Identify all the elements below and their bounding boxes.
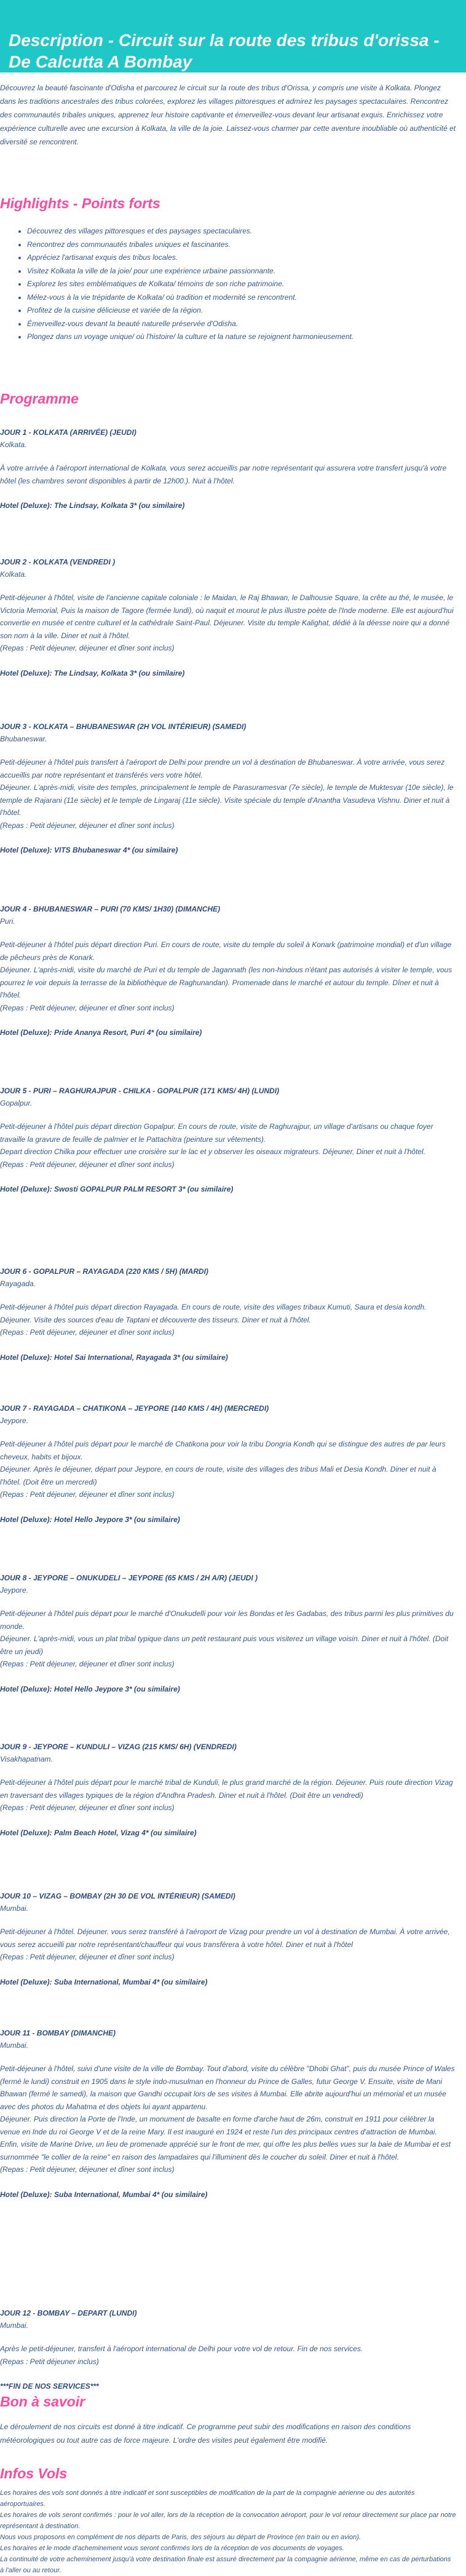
page-title: Description - Circuit sur la route des tribus d'orissa - De Calcutta A Bombay [9,31,440,71]
day-hotel: Hotel (Deluxe): Hotel Hello Jeypore 3* (ou similaire) [0,1684,180,1693]
day-title: JOUR 7 - RAYAGADA – CHATIKONA – JEYPORE (140 KMS / 4H) (MERCREDI) [0,1404,269,1413]
day-title: JOUR 4 - BHUBANESWAR – PURI (70 KMS/ 1H30) (DIMANCHE) [0,905,221,913]
programme-heading: Programme [0,391,79,407]
day-6 [0,1265,456,1364]
day-hotel: Hotel (Deluxe): Palm Beach Hotel, Vizag 4* (ou similaire) [0,1828,197,1837]
day-11 [0,2027,456,2201]
day-hotel: Hotel (Deluxe): VITS Bhubaneswar 4* (ou similaire) [0,846,178,854]
day-hotel: Hotel (Deluxe): The Lindsay, Kolkata 3* (ou similaire) [0,668,185,677]
day-hotel: Hotel (Deluxe): Swosti GOPALPUR PALM RESORT 3* (ou similaire) [0,1185,234,1193]
highlight-item: • Émerveillez-vous devant la beauté naturelle préservée d'Odisha. [27,318,451,331]
day-12 [0,2307,456,2393]
day-hotel: Hotel (Deluxe): The Lindsay, Kolkata 3* (ou similaire) [0,501,185,510]
day-city: Visakhapatnam. [0,1755,53,1763]
day-title: JOUR 6 - GOPALPUR – RAYAGADA (220 KMS / 5H) (MARDI) [0,1267,208,1276]
infos-vols-text: Les horaires des vols sont donnés à titre indicatif et sont susceptibles de modification de la part de la compagnie aérienne ou des autorités aéroportuaires. Les horaires de vols seront confirmés : pour le vol aller, lors de la réception de la convocation aéroport, pour le vol retour directement sur place par notre représentant à destination. Nous vous proposons en complément de nos départs de Paris, des séjours au départ de Province (en train ou en avion). Les horaires et le mode d'acheminement vous seront confirmés lors de la réception de vos documents de voyages. La continuité de votre acheminement jusqu'à votre destination finale est assuré directement par la compagnie aérienne, même en cas de perturbations à l'aller ou au retour. [0,2489,456,2574]
infos-vols-heading: Infos Vols [0,2465,68,2481]
day-title: JOUR 2 - KOLKATA (VENDREDI ) [0,558,116,566]
day-7 [0,1402,456,1526]
highlight-item: • Appréciez l'artisanat exquis des tribus locales. [27,251,451,265]
bon-a-savoir-heading: Bon à savoir [0,2394,85,2410]
highlight-item: • Plongez dans un voyage unique/ où l'histoire/ la culture et la nature se rejoignent harmonieusement. [27,330,451,344]
day-city: Mumbai. [0,2041,29,2050]
day-2 [0,556,456,679]
day-description: Petit-déjeuner à l'hôtel. Déjeuner. vous serez transféré à l'aéroport de Vizag pour prendre un vol à destination de Mumbai. À votre arrivée, vous serez accueilli par notre représentant/chauffeur qui vous transférera à votre hôtel. Diner et nuit à l'hôtel (Repas : Petit déjeuner, déjeuner et dîner sont inclus) [0,1927,450,1961]
intro-paragraph: Découvrez la beauté fascinante d'Odisha et parcourez le circuit sur la route des tribus d'Orissa, y compris une visite à Kolkata. Plongez dans les traditions ancestrales des tribus colorées, explorez les villages pittoresques et admirez les paysages spectaculaires. Rencontrez des communautés tribales uniques, apprenez leur histoire captivante et émerveillez-vous devant leur artisanat exquis. Enrichissez votre expérience culturelle avec une excursion à Kolkata, la ville de la joie. Laissez-vous charmer par cette aventure inoubliable où authenticité et diversité se rencontrent. [0,84,456,146]
highlights-list [27,225,451,344]
day-title: JOUR 8 - JEYPORE – ONUKUDELI – JEYPORE (65 KMS / 2H A/R) (JEUDI ) [0,1574,258,1582]
day-city: Rayagada. [0,1279,36,1288]
day-city: Mumbai. [0,2321,29,2330]
day-4 [0,903,456,1039]
day-5 [0,1085,456,1195]
day-hotel: Hotel (Deluxe): Hotel Hello Jeypore 3* (ou similaire) [0,1515,180,1524]
day-hotel: Hotel (Deluxe): Pride Ananya Resort, Puri 4* (ou similaire) [0,1028,202,1037]
day-city: Jeypore. [0,1416,29,1425]
day-3 [0,720,456,856]
day-city: Gopalpur. [0,1099,33,1107]
day-title: JOUR 11 - BOMBAY (DIMANCHE) [0,2029,116,2037]
highlights-heading: Highlights - Points forts [0,195,160,211]
day-description: Après le petit-déjeuner, transfert à l'aéroport international de Delhi pour votre vol de retour. Fin de nos services. (Repas : Petit déjeuner inclus) [0,2344,363,2366]
day-description: Petit-déjeuner à l'hôtel puis départ pour le marché tribal de Kunduli, le plus grand marché de la région. Déjeuner. Puis route direction Vizag en traversant des villages typiques de la région d'Andhra Pradesh. Diner et nuit à l'hôtel. (Doit être un vendredi) (Repas : Petit déjeuner, déjeuner et dîner sont inclus) [0,1778,453,1812]
day-title: JOUR 12 - BOMBAY – DEPART (LUNDI) [0,2309,137,2317]
day-hotel: Hotel (Deluxe): Suba International, Mumbai 4* (ou similaire) [0,1977,208,1986]
highlight-item: • Découvrez des villages pittoresques et des paysages spectaculaires. [27,225,451,238]
title-banner [0,0,466,72]
day-title: JOUR 10 – VIZAG – BOMBAY (2H 30 DE VOL INTÉRIEUR) (SAMEDI) [0,1892,235,1900]
day-city: Bhubaneswar. [0,735,47,743]
day-hotel: Hotel (Deluxe): Hotel Sai International, Rayagada 3* (ou similaire) [0,1352,228,1362]
bon-a-savoir-text: Le déroulement de nos circuits est donné à titre indicatif. Ce programme peut subir des modifications en raison des conditions météorologiques ou tout autre cas de force majeure. L'ordre des visites peut également être modifié. [0,2422,411,2445]
day-description: Petit-déjeuner à l'hôtel puis départ pour le marché d'Onukudelli pour voir les Bondas et les Gadabas, des tribus parmi les plus primitives du monde. Déjeuner. L'après-midi, vous un plat tribal typique dans un petit restaurant puis vous visiterez un village voisin. Diner et nuit à l'hôtel. (Doit être un jeudi) (Repas : Petit déjeuner, déjeuner et dîner sont inclus) [0,1609,454,1668]
highlight-item: • Profitez de la cuisine délicieuse et variée de la région. [27,304,451,318]
highlight-item: • Explorez les sites emblématiques de Kolkata/ témoins de son riche patrimoine. [27,278,451,291]
day-description: À votre arrivée à l'aéroport international de Kolkata, vous serez accueillis par notre représentant qui assurera votre transfert jusqu'à votre hôtel (les chambres seront disponibles à partir de 12h00.). Nuit à l'hôtel. [0,464,447,485]
day-city: Jeypore. [0,1586,29,1594]
day-9 [0,1741,456,1839]
day-title: JOUR 3 - KOLKATA – BHUBANESWAR (2H VOL INTÉRIEUR) (SAMEDI) [0,722,247,731]
day-8 [0,1572,456,1695]
day-1 [0,426,456,512]
day-title: JOUR 5 - PURI – RAGHURAJPUR - CHILKA - GOPALPUR (171 KMS/ 4H) (LUNDI) [0,1087,280,1095]
day-city: Mumbai. [0,1904,29,1913]
day-10 [0,1890,456,1988]
day-city: Puri. [0,917,15,926]
day-title: JOUR 9 - JEYPORE – KUNDULI – VIZAG (215 KMS/ 6H) (VENDREDI) [0,1743,237,1751]
day-description: Petit-déjeuner à l'hôtel, suivi d'une visite de la ville de Bombay. Tout d'abord, visite du célèbre "Dhobi Ghat", puis du musée Prince of Wales (fermé le lundi) construit en 1905 dans le style indo-musulman en l'honneur du Prince de Galles, futur George V. Ensuite, visite de Mani Bhawan (fermé le samedi), la maison que Gandhi occupait lors de ses visites à Mumbai. Elle abrite aujourd'hui un mémorial et un musée avec des photos du Mahatma et des objets lui ayant appartenu. Déjeuner. Puis direction la Porte de l'Inde, un monument de basalte en forme d'arche haut de 26m, construit en 1911 pour célébrer la venue en Inde du roi George V et de la reine Mary. Il est inauguré en 1924 et reste l'un des principaux centres d'attraction de Mumbai. Enfin, visite de Marine Drive, un lieu de promenade apprécié sur le front de mer, qui offre les plus belles vues sur la baie de Mumbai et est surnommée "le collier de la reine" en raison des lampadaires qui l'illuminent dès le coucher du soleil. Diner et nuit à l'hôtel. (Repas : Petit déjeuner, déjeuner et dîner sont inclus) [0,2064,455,2174]
highlight-item: • Mélez-vous à la vie trépidante de Kolkata/ où tradition et modernité se rencontrent. [27,291,451,305]
highlight-item: • Visitez Kolkata la ville de la joie/ pour une expérience urbaine passionnante. [27,265,451,278]
day-hotel: Hotel (Deluxe): Suba International, Mumbai 4* (ou similaire) [0,2190,208,2199]
day-description: Petit-déjeuner à l'hôtel puis transfert à l'aéroport de Delhi pour prendre un vol à destination de Bhubaneswar. À votre arrivée, vous serez accueillis par notre représentant et transférés vers votre hôtel. Déjeuner. L'après-midi, visite des temples, principalement le temple de Parasuramesvar (7e siècle), le temple de Muktesvar (10e siècle), le temple de Rajarani (11e siècle) et le temple de Lingaraj (11e siècle). Visite spéciale du temple d'Anantha Vasudeva Vishnu. Diner et nuit à l'hôtel. (Repas : Petit déjeuner, déjeuner et dîner sont inclus) [0,758,454,830]
day-title: JOUR 1 - KOLKATA (ARRIVÉE) (JEUDI) [0,428,136,437]
day-description: Petit-déjeuner à l'hôtel, visite de l'ancienne capitale coloniale : le Maidan, le Raj Bhawan, le Dalhousie Square, la crête au thé, le musée, le Victoria Memorial, Puis la maison de Tagore (fermée lundi), où naquit et mourut le plus illustre poète de l'Inde moderne. Elle est aujourd'hui convertie en musée et centre culturel et la cathédrale Saint-Paul. Déjeuner. Visite du temple Kalighat, dédié à la déesse noire qui a donné son nom à la ville. Diner et nuit à l'hôtel. (Repas : Petit déjeuner, déjeuner et dîner sont inclus) [0,593,454,652]
highlight-item: • Rencontrez des communautés tribales uniques et fascinantes. [27,238,451,252]
day-city: Kolkata. [0,440,27,449]
day-description: Petit-déjeuner à l'hôtel puis départ direction Puri. En cours de route, visite du temple du soleil à Konark (patrimoine mondial) et d'un village de pêcheurs près de Konark. Déjeuner. L'après-midi, visite du marché de Puri et du temple de Jagannath (les non-hindous n'étant pas autorisés à visiter le temple, vous pourrez le voir depuis la terrasse de la bibliothèque de Raghunandan). Promenade dans le marché et autour du temple. Dîner et nuit à l'hôtel. (Repas : Petit déjeuner, déjeuner et dîner sont inclus) [0,940,452,1012]
day-description: Petit-déjeuner à l'hôtel puis départ pour le marché de Chatikona pour voir la tribu Dongria Kondh qui se distingue des autres de par leurs cheveux, habits et bijoux. Déjeuner. Après le déjeuner, départ pour Jeypore, en cours de route, visite des villages des tribus Mali et Desia Kondh. Diner et nuit à l'hôtel. (Doit être un mercredi) (Repas : Petit déjeuner, déjeuner et dîner sont inclus) [0,1440,446,1499]
day-city: Kolkata. [0,570,27,579]
end-of-services: ***FIN DE NOS SERVICES*** [0,2382,99,2391]
day-description: Petit-déjeuner à l'hôtel puis départ direction Rayagada. En cours de route, visite des villages tribaux Kumuti, Saura et desia kondh. Déjeuner. Visite des sources d'eau de Taptani et découverte des tisseurs. Diner et nuit à l'hôtel. (Repas : Petit déjeuner, déjeuner et dîner sont inclus) [0,1303,427,1337]
day-description: Petit-déjeuner à l'hôtel puis départ direction Gopalpur. En cours de route, visite de Raghurajpur, un village d'artisans ou chaque foyer travaille la gravure de feuille de palmier et le Pattachitra (peinture sur vêtements). Depart direction Chilka pour effectuer une croisière sur le lac et y observer les oiseaux migrateurs. Déjeuner, Diner et nuit à l'hôtel. (Repas : Petit déjeuner, déjeuner et dîner sont inclus) [0,1122,433,1169]
